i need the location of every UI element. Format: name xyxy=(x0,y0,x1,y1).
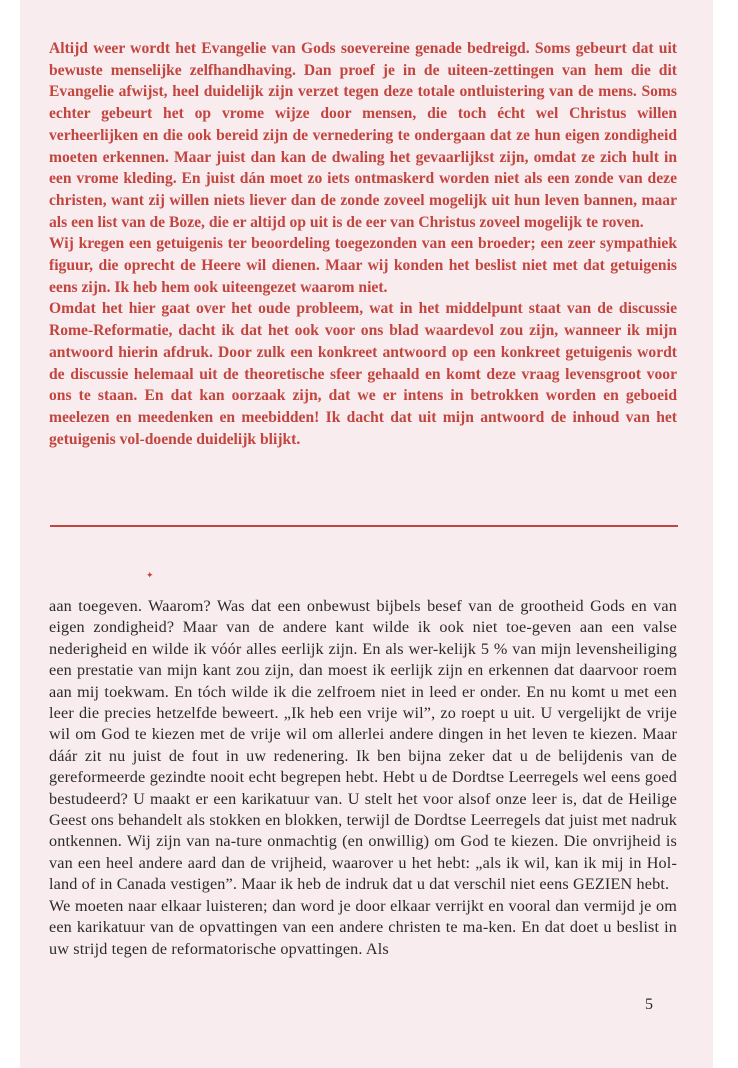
body-paragraph-2: We moeten naar elkaar luisteren; dan word je door elkaar verrijkt en vooral dan vermijd je om een karikatuur van de opvattingen van een andere christen te ma-ken. En dat doet u beslist in uw strijd tegen de reformatorische opvattingen. Als xyxy=(49,896,677,958)
body-text-block xyxy=(49,596,677,960)
intro-paragraph-1: Altijd weer wordt het Evangelie van Gods soevereine genade bedreigd. Soms gebeurt dat uit bewuste menselijke zelfhandhaving. Dan proef je in de uiteen-zettingen van hem die dit Evangelie afwijst, heel duidelijk zijn verzet tegen deze totale ontluistering van de mens. Soms echter gebeurt het op vrome wijze door mensen, die toch écht wel Christus willen verheerlijken en die ook bereid zijn de vernedering te ondergaan dat ze hun eigen zondigheid moeten erkennen. Maar juist dan kan de dwaling het gevaarlijkst zijn, omdat ze zich hult in een vrome kleding. En juist dán moet zo iets ontmaskerd worden niet als een zonde van deze christen, want zij willen niets liever dan de zonde zoveel mogelijk uit hun leven bannen, maar als een list van de Boze, die er altijd op uit is de eer van Christus zoveel mogelijk te roven. xyxy=(49,40,677,231)
section-divider xyxy=(50,525,678,527)
body-paragraph-1: aan toegeven. Waarom? Was dat een onbewust bijbels besef van de grootheid Gods en van eigen zondigheid? Maar van de andere kant wilde ik ook niet toe-geven aan een valse nederigheid en wilde ik vóór alles eerlijk zijn. En als wer-kelijk 5 % van mijn levensheiliging een prestatie van mijn kant zou zijn, dan moest ik eerlijk zijn en erkennen dat daarvoor roem aan mij toekwam. En tóch wilde ik die zelfroem niet in leed er onder. En nu komt u met een leer die precies hetzelfde beweert. „Ik heb een vrije wil”, zo roept u uit. U vergelijkt de vrije wil om God te kiezen met de vrije wil om allerlei andere dingen in het leven te kiezen. Maar dáár zit nu juist de fout in uw redenering. Ik ben bijna zeker dat u de belijdenis van de gereformeerde gezindte nooit echt begrepen hebt. Hebt u de Dordtse Leerregels wel eens goed bestudeerd? U maakt er een karikatuur van. U stelt het voor alsof onze leer is, dat de Heilige Geest ons behandelt als stokken en blokken, terwijl de Dordtse Leerregels dat juist met nadruk ontkennen. Wij zijn van na-ture onmachtig (en onwillig) om God te kiezen. Die onvrijheid is van een heel andere aard dan de vrijheid, waarover u het hebt: „als ik wil, kan ik mij in Hol-land of in Canada vestigen”. Maar ik heb de indruk dat u dat verschil niet eens GEZIEN hebt. xyxy=(49,597,677,894)
intro-paragraph-3: Omdat het hier gaat over het oude probleem, wat in het middelpunt staat van de discussie Rome-Reformatie, dacht ik dat het ook voor ons blad waardevol zou zijn, wanneer ik mijn antwoord hierin afdruk. Door zulk een konkreet antwoord op een konkreet getuigenis wordt de discussie helemaal uit de theoretische sfeer gehaald en komt deze vraag levensgroot voor ons te staan. En dat kan oorzaak zijn, dat we er intens in betrokken worden en geboeid meelezen en meedenken en meebidden! Ik dacht dat uit mijn antwoord de inhoud van het getuigenis vol-doende duidelijk blijkt. xyxy=(49,300,677,448)
intro-block xyxy=(49,38,677,450)
page-number: 5 xyxy=(645,996,653,1013)
page xyxy=(20,0,713,1068)
ornament-mark-icon: ✦ xyxy=(146,571,154,581)
intro-paragraph-2: Wij kregen een getuigenis ter beoordeling toegezonden van een broeder; een zeer sympathiek figuur, die oprecht de Heere wil dienen. Maar wij konden het beslist niet met dat getuigenis eens zijn. Ik heb hem ook uiteengezet waarom niet. xyxy=(49,235,677,296)
